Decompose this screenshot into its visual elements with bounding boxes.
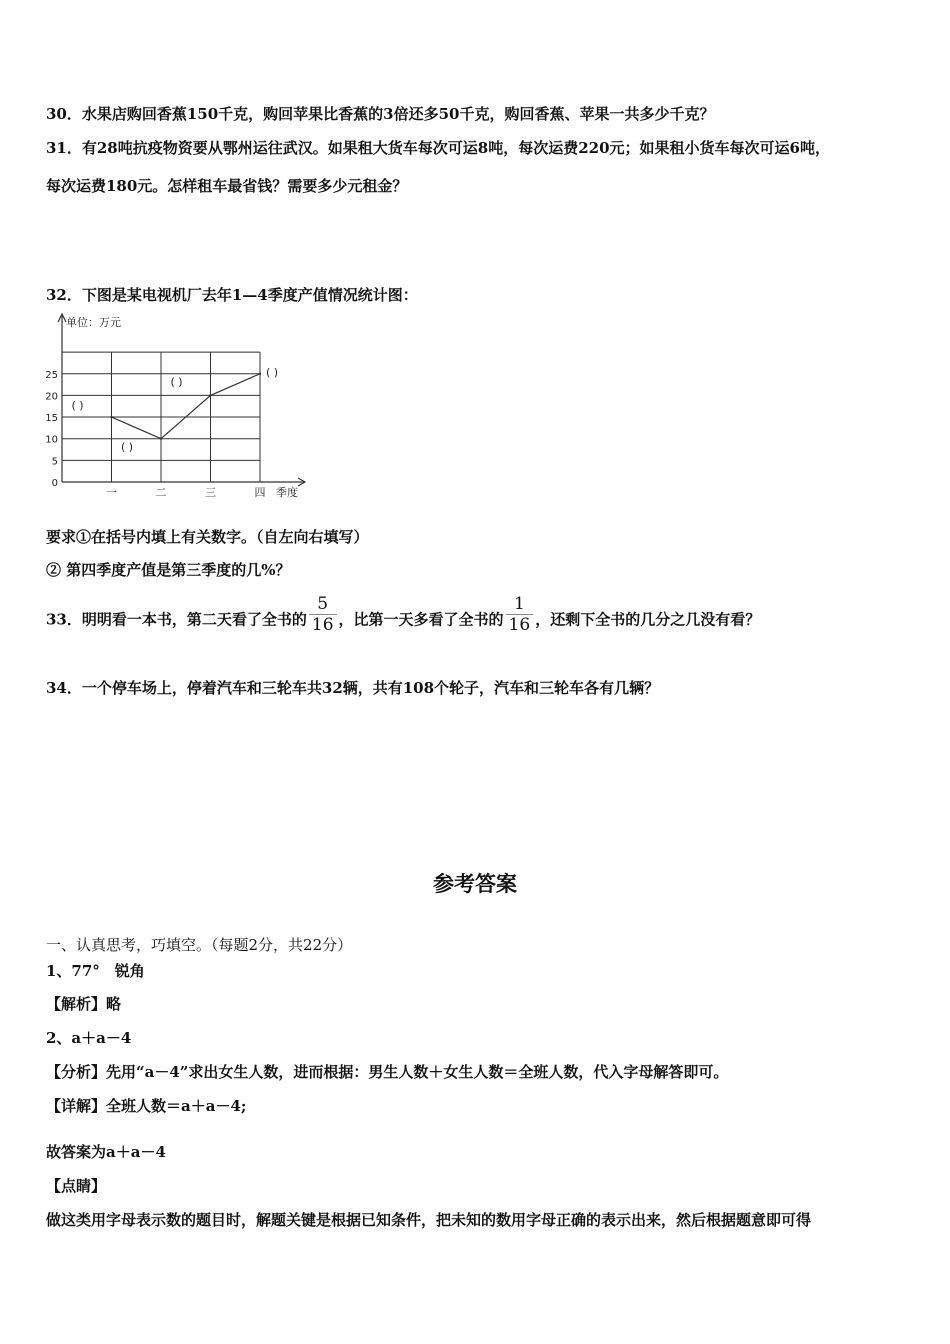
question-30: 30．水果店购回香蕉150千克，购回苹果比香蕉的3倍还多50千克，购回香蕉、苹果一共多少千克？ [46,105,715,123]
data-point [160,438,162,440]
fraction-denominator: 16 [508,615,531,635]
question-33 [46,594,761,641]
answer-2-result: 故答案为a＋a－4 [46,1143,166,1161]
blank-data-label: ( ) [266,365,279,379]
x-tick-label: 二 [155,486,167,499]
x-tick-label: 三 [205,486,216,499]
y-tick-label: 5 [51,456,58,468]
answer-1-analysis: 【解析】略 [46,995,122,1013]
x-tick-label: 四 [254,486,266,499]
question-32: 32．下图是某电视机厂去年1—4季度产值情况统计图： [46,286,418,304]
blank-data-label: ( ) [121,440,134,454]
blank-data-label: ( ) [71,399,84,413]
question-33-part1: 33．明明看一本书，第二天看了全书的 [46,610,307,629]
y-tick-label: 20 [45,391,58,403]
question-32-requirement-1: 要求①在括号内填上有关数字。（自左向右填写） [46,528,369,546]
answer-2-note-text: 做这类用字母表示数的题目时，解题关键是根据已知条件，把未知的数用字母正确的表示出来，然后根据题意即可得 [46,1211,812,1229]
answer-1: 1、77° 锐角 [46,962,145,980]
question-31-line2: 每次运费180元。怎样租车最省钱？需要多少元租金？ [46,177,408,195]
answer-2: 2、a＋a－4 [46,1029,132,1047]
blank-data-label: ( ) [170,375,183,389]
fraction-numerator: 5 [317,594,329,614]
x-axis-label: 季度 [276,486,298,499]
x-tick-label: 一 [106,486,117,499]
data-point [209,394,211,396]
question-31-line1: 31．有28吨抗疫物资要从鄂州运往武汉。如果租大货车每次可运8吨，每次运费220元；如果租小货车每次可运6吨， [46,139,830,157]
y-axis-label: 单位：万元 [66,316,121,329]
answer-2-analysis: 【分析】先用“a－4”求出女生人数，进而根据：男生人数＋女生人数＝全班人数，代入字母解答即可。 [46,1063,729,1081]
question-32-requirement-2: ② 第四季度产值是第三季度的几%？ [46,561,291,579]
quarterly-output-chart [40,312,320,502]
y-tick-label: 25 [45,369,58,381]
question-33-part2: ，比第一天多看了全书的 [338,610,504,629]
question-34: 34．一个停车场上，停着汽车和三轮车共32辆，共有108个轮子，汽车和三轮车各有几辆？ [46,679,660,697]
y-tick-label: 15 [45,413,58,425]
answer-2-note: 【点睛】 [46,1177,107,1195]
data-point [110,416,112,418]
answers-title: 参考答案 [433,872,517,896]
answers-section-1: 一、认真思考，巧填空。（每题2分，共22分） [46,936,353,954]
series-line [112,374,261,439]
y-tick-label: 10 [45,434,58,446]
fraction-numerator: 1 [513,594,525,614]
fraction-1-16 [506,594,534,635]
question-33-part3: ，还剩下全书的几分之几没有看？ [535,610,761,629]
fraction-denominator: 16 [311,615,334,635]
data-point [259,373,261,375]
answer-2-detail: 【详解】全班人数＝a＋a－4; [46,1097,247,1115]
y-tick-label: 0 [51,478,58,489]
fraction-5-16 [309,594,337,635]
